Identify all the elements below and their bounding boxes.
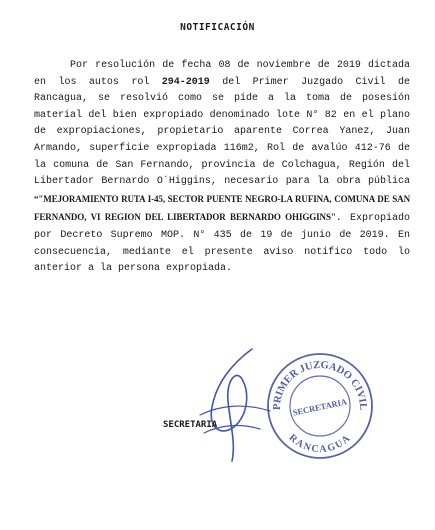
document-title: NOTIFICACIÓN	[180, 22, 255, 33]
signature-label: SECRETARIA	[163, 420, 218, 430]
court-stamp	[264, 350, 376, 462]
stamp-top-text: PRIMER JUZGADO CIVIL	[271, 359, 369, 411]
notification-paragraph	[34, 58, 410, 278]
rol-number: 294-2019	[161, 76, 210, 88]
paragraph-part-1: Por resolución de fecha 08 de noviembre de 2019 dictada en los autos rol	[34, 60, 410, 88]
public-work-name: “"MEJORAMIENTO RUTA I-45, SECTOR PUENTE NEGRO-LA RUFINA, COMUNA DE SAN FERNANDO, VI REGION DEL LIBERTADOR BERNARDO OHIGGINS"	[34, 193, 410, 223]
stamp-bottom-text: RANCAGUA	[286, 432, 354, 456]
stamp-center-text: SECRETARIA	[291, 396, 348, 418]
paragraph-part-3: . Expropiado por Decreto Supremo MOP. N° 435 de 19 de junio de 2019. En consecuencia, mediante el presente aviso notifico todo lo anterior a la persona expropiada.	[34, 213, 410, 275]
signature-stroke	[211, 349, 252, 461]
paragraph-part-2: del Primer Juzgado Civil de Rancagua, se resolvió como se pide a la toma de posesión material del bien expropiado denominado lote N° 82 en el plano de expropiaciones, propietario aparente Correa Yanez, Juan Armando, superficie expropiada 116m2, Rol de avalúo 412-76 de la comuna de San Fernando, provincia de Colchagua, Región del Libertador Bernardo O´Higgins, necesario para la obra pública	[34, 76, 410, 188]
